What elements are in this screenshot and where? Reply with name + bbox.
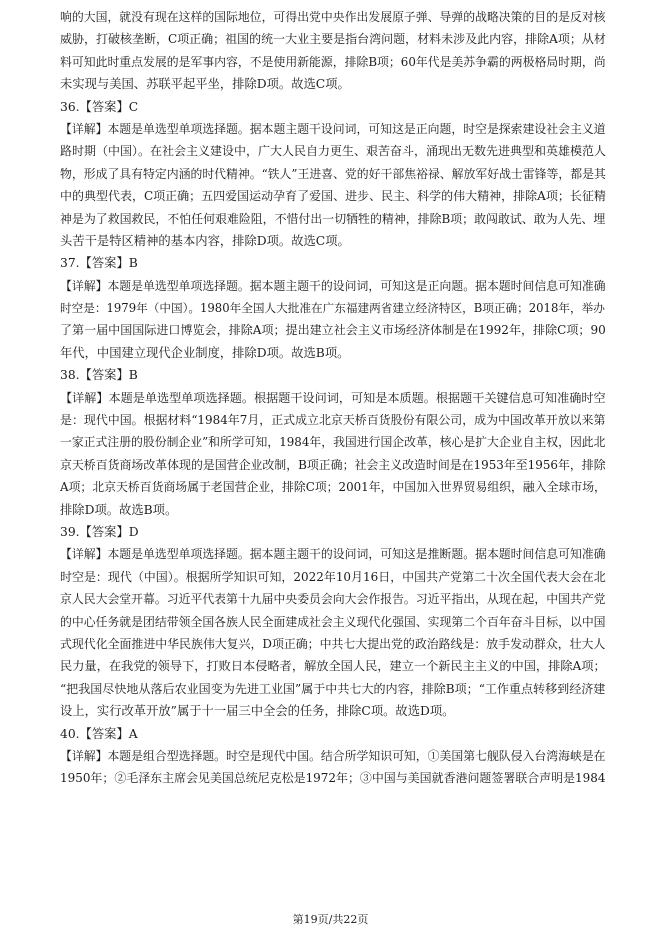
- text-line: 设上，实行改革开放”属于十一届三中全会的任务，排除C项。故选D项。: [60, 704, 455, 719]
- explanation-paragraph: [60, 118, 608, 252]
- text-line: 1950年；②毛泽东主席会见美国总统尼克松是1972年；③中国与美国就香港问题签署联合声明是1984: [60, 771, 606, 786]
- text-line: 威胁，打破核垄断，C项正确；祖国的统一大业主要是指台湾问题，材料未涉及此内容，排除A项；从材: [60, 32, 606, 47]
- text-line: 料可知此时重点发展的是军事内容，不是使用新能源，排除B项；60年代是美苏争霸的两极格局时期，尚: [60, 54, 606, 69]
- answer-heading: 36.【答案】C: [60, 99, 139, 114]
- text-line: 时空是：1979年（中国）。1980年全国人大批准在广东福建两省建立经济特区，B项正确；2018年，举办: [60, 301, 605, 316]
- answer-heading: 40.【答案】A: [60, 726, 138, 741]
- text-line: 神是为了救国救民，不怕任何艰难险阻，不惜付出一切牺牲的精神，排除B项；敢闯敢试、敢为人先、埋: [60, 211, 606, 226]
- text-line: 物，形成了具有特定内涵的时代精神。“铁人”王进喜、党的好干部焦裕禄、解放军好战士雷锋等，都是其: [60, 166, 606, 181]
- text-line: 民力量，在我党的领导下，打败日本侵略者，解放全国人民，建立一个新民主主义的中国，排除A项；: [60, 659, 606, 674]
- text-line: 一家正式注册的股份制企业”和所学可知，1984年，我国进行国企改革，核心是扩大企业自主权，因此北: [60, 435, 606, 450]
- text-line: 年代，中国建立现代企业制度，排除D项。故选B项。: [60, 345, 350, 360]
- text-line: 路时期（中国）。在社会主义建设中，广大人民自力更生、艰苦奋斗，涌现出无数先进典型和英雄模范人: [60, 144, 607, 159]
- text-line: “把我国尽快地从落后农业国变为先进工业国”属于中共七大的内容，排除B项；“工作重点转移到经济建: [60, 681, 606, 696]
- explanation-paragraph: [60, 387, 608, 521]
- explanation-paragraph: [60, 6, 608, 96]
- text-line: A项；北京天桥百货商场属于老国营企业，排除C项；2001年，中国加入世界贸易组织，融入全球市场，: [60, 480, 606, 495]
- text-line: 【详解】本题是单选型单项选择题。据本题主题干设问词，可知这是正向题，时空是探索建设社会主义道: [60, 121, 606, 136]
- text-line: 是：现代中国。根据材料“1984年7月，正式成立北京天桥百货股份有限公司，成为中国改革开放以来第: [60, 413, 606, 428]
- text-line: 【详解】本题是单选型单项选择题。根据题干设问词，可知是本质题。根据题干关键信息可知准确时空: [60, 390, 606, 405]
- text-line: 响的大国，就没有现在这样的国际地位，可得出党中央作出发展原子弹、导弹的战略决策的目的是反对核: [60, 10, 606, 24]
- text-line: 京人民大会堂开幕。习近平代表第十九届中央委员会向大会作报告。习近平指出，从现在起，中国共产党: [60, 592, 606, 607]
- text-line: 时空是：现代（中国）。根据所学知识可知，2022年10月16日，中国共产党第二十次全国代表大会在北: [60, 569, 606, 584]
- text-line: 【详解】本题是单选型单项选择题。据本题主题干的设问词，可知这是正向题。据本题时间信息可知准确: [60, 278, 606, 293]
- text-line: 了第一届中国国际进口博览会，排除A项；提出建立社会主义市场经济体制是在1992年，排除C项；90: [60, 323, 606, 338]
- answer-heading: 38.【答案】B: [60, 368, 138, 383]
- text-line: 的中心任务就是团结带领全国各族人民全面建成社会主义现代化强国、实现第二个百年奋斗目标，以中国: [60, 614, 606, 629]
- explanation-paragraph: [60, 745, 608, 790]
- text-line: 中的典型代表，C项正确；五四爱国运动孕育了爱国、进步、民主、科学的伟大精神，排除A项；长征精: [60, 189, 606, 204]
- text-line: 头苦干是特区精神的基本内容，排除D项。故选C项。: [60, 233, 350, 248]
- page-content: [60, 6, 608, 790]
- page-number: 第19页/共22页: [292, 913, 369, 926]
- text-line: 【详解】本题是单选型单项选择题。据本题主题干的设问词，可知这是推断题。据本题时间信息可知准确: [60, 547, 606, 562]
- text-line: 排除D项。故选B项。: [60, 502, 178, 517]
- explanation-paragraph: [60, 543, 608, 722]
- explanation-paragraph: [60, 275, 608, 365]
- text-line: 式现代化全面推进中华民族伟大复兴，D项正确；中共七大提出党的政治路线是：放手发动群众，壮大人: [60, 636, 606, 651]
- text-line: 未实现与美国、苏联平起平坐，排除D项。故选C项。: [60, 77, 350, 92]
- answer-heading: 37.【答案】B: [60, 256, 138, 271]
- text-line: 【详解】本题是组合型选择题。时空是现代中国。结合所学知识可知，①美国第七舰队侵入台湾海峡是在: [60, 748, 606, 763]
- answer-heading: 39.【答案】D: [60, 524, 139, 539]
- text-line: 京天桥百货商场改革体现的是国营企业改制，B项正确；社会主义改造时间是在1953年至1956年，排除: [60, 457, 606, 472]
